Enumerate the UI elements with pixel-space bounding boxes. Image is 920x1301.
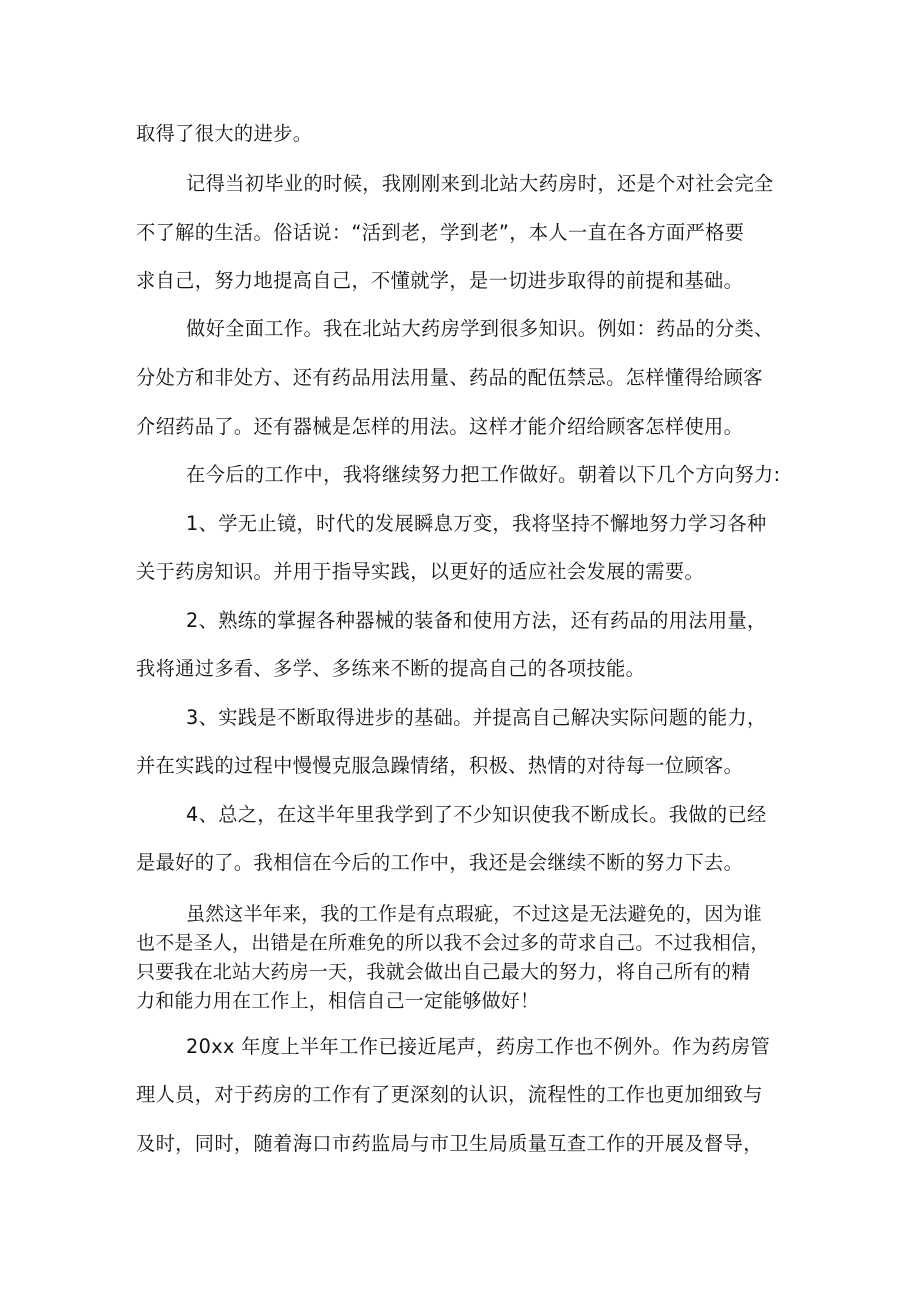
text-line: 20xx 年度上半年工作已接近尾声，药房工作也不例外。作为药房管	[186, 1035, 771, 1058]
text-line: 力和能力用在工作上，相信自己一定能够做好！	[136, 990, 540, 1012]
text-line: 关于药房知识。并用于指导实践，以更好的适应社会发展的需要。	[136, 560, 705, 583]
text-line: 求自己，努力地提高自己，不懂就学，是一切进步取得的前提和基础。	[136, 269, 744, 292]
text-line: 介绍药品了。还有器械是怎样的用法。这样才能介绍给顾客怎样使用。	[136, 415, 744, 438]
text-line: 虽然这半年来，我的工作是有点瑕疵，不过这是无法避免的，因为谁	[186, 903, 763, 925]
text-line: 2、熟练的掌握各种器械的装备和使用方法，还有药品的用法用量，	[186, 609, 767, 632]
text-line: 也不是圣人，出错是在所难免的所以我不会过多的苛求自己。不过我相信，	[136, 932, 770, 954]
text-line: 不了解的生活。俗话说：“活到老，学到老”，本人一直在各方面严格要	[136, 221, 745, 244]
text-line: 并在实践的过程中慢慢克服急躁情绪，积极、热情的对待每一位顾客。	[136, 754, 744, 777]
text-line: 是最好的了。我相信在今后的工作中，我还是会继续不断的努力下去。	[136, 851, 744, 874]
text-line: 只要我在北站大药房一天，我就会做出自己最大的努力，将自己所有的精	[136, 961, 751, 983]
text-line: 1、学无止镜，时代的发展瞬息万变，我将坚持不懈地努力学习各种	[186, 512, 767, 535]
text-line: 分处方和非处方、还有药品用法用量、药品的配伍禁忌。怎样懂得给顾客	[136, 366, 763, 389]
text-line: 取得了很大的进步。	[136, 122, 313, 145]
text-line: 及时，同时，随着海口市药监局与市卫生局质量互查工作的开展及督导，	[136, 1132, 763, 1155]
text-line: 做好全面工作。我在北站大药房学到很多知识。例如：药品的分类、	[186, 317, 774, 340]
text-line: 在今后的工作中，我将继续努力把工作做好。朝着以下几个方向努力:	[186, 463, 781, 486]
text-line: 记得当初毕业的时候，我刚刚来到北站大药房时，还是个对社会完全	[186, 172, 774, 195]
text-line: 理人员，对于药房的工作有了更深刻的认识，流程性的工作也更加细致与	[136, 1083, 763, 1106]
text-line: 我将通过多看、多学、多练来不断的提高自己的各项技能。	[136, 657, 646, 680]
text-line: 4、总之，在这半年里我学到了不少知识使我不断成长。我做的已经	[186, 803, 767, 826]
text-line: 3、实践是不断取得进步的基础。并提高自己解决实际问题的能力，	[186, 706, 767, 729]
